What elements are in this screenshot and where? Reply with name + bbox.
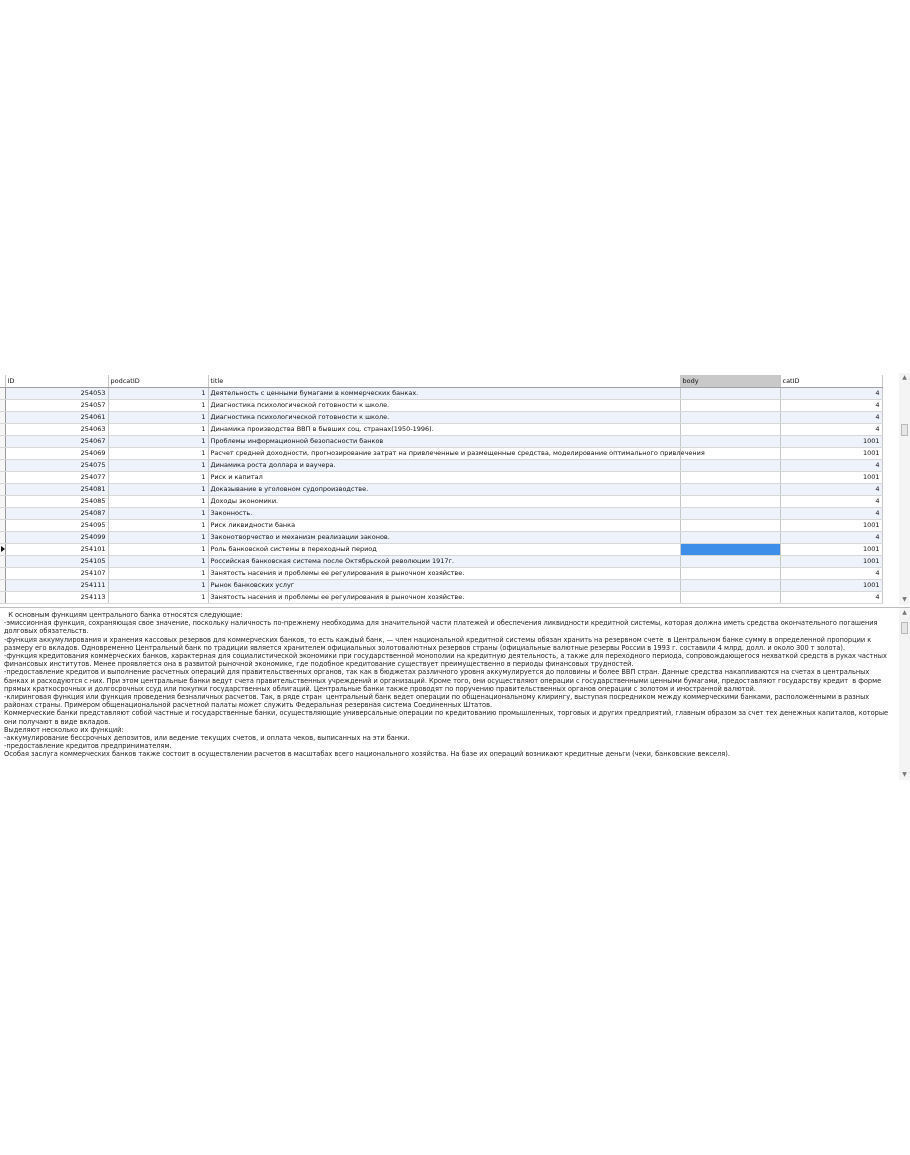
cell-podcat[interactable]: 1 [108,508,208,520]
table-row[interactable] [0,496,882,508]
cell-podcat[interactable]: 1 [108,400,208,412]
table-row[interactable] [0,544,882,556]
cell-title[interactable]: Риск ликвидности банка [208,520,680,532]
cell-cat[interactable]: 1001 [780,520,882,532]
memo-scroll-thumb[interactable] [901,622,908,634]
cell-cat[interactable]: 1001 [780,472,882,484]
body-paragraph: Коммерческие банки представляют собой частные и государственные банки, осуществляющие универсальные операции по кредитованию промышленных, торговых и других предприятий, главным образом за счет тех денежных капиталов, которые они получают в виде вкладов. [4,709,891,726]
body-paragraph: Особая заслуга коммерческих банков также состоит в осуществлении расчетов в масштабах всего национального хозяйства. На базе их операций возникают кредитные деньги (чеки, банковские векселя). [4,750,730,759]
table-row[interactable] [0,568,882,580]
cell-title[interactable]: Роль банковской системы в переходный период [208,544,680,556]
cell-podcat[interactable]: 1 [108,544,208,556]
row-indicator[interactable] [0,532,5,544]
table-row[interactable] [0,472,882,484]
body-paragraph: -предоставление кредитов и выполнение расчетных операций для правительственных органов, так как в бюджетах различного уровня аккумулируется до половины и более ВВП стран. Данные средства накапливаются на счетах в центральных банках и расходуются с них. При этом центральные банки ведут счета правительственных учреждений и организаций. Кроме того, они осуществляют операции с государственными ценными бумагами, предоставляют государству кредит в форме прямых краткосрочных и долгосрочных ссуд или покупки государственных облигаций. Центральные банки также проводят по поручению правительственных органов операции с золотом и иностранной валютой. [4,668,884,693]
cell-title[interactable]: Диагностика психологической готовности к школе. [208,400,680,412]
cell-id[interactable]: 254063 [5,424,108,436]
cell-cat[interactable]: 4 [780,460,882,472]
cell-title[interactable]: Доказывание в уголовном судопроизводстве. [208,484,680,496]
table-row[interactable] [0,400,882,412]
cell-podcat[interactable]: 1 [108,496,208,508]
cell-podcat[interactable]: 1 [108,580,208,592]
cell-cat[interactable]: 4 [780,508,882,520]
cell-title[interactable]: Занятость насения и проблемы ее регулирования в рыночном хозяйстве. [208,568,680,580]
cell-body[interactable] [680,568,780,580]
cell-id[interactable]: 254069 [5,448,108,460]
cell-cat[interactable]: 4 [780,424,882,436]
cell-id[interactable]: 254095 [5,520,108,532]
row-indicator[interactable] [0,508,5,520]
cell-title[interactable]: Рынок банковских услуг [208,580,680,592]
cell-title[interactable]: Расчет средней доходности, прогнозирование затрат на привлеченные и размещенные средства, моделирование оптимального привлечения [208,448,680,460]
cell-cat[interactable]: 4 [780,412,882,424]
cell-podcat[interactable]: 1 [108,388,208,400]
cell-cat[interactable]: 4 [780,388,882,400]
cell-body[interactable] [680,412,780,424]
cell-cat[interactable]: 4 [780,484,882,496]
records-table [0,375,883,604]
cell-podcat[interactable]: 1 [108,412,208,424]
table-row[interactable] [0,556,882,568]
cell-podcat[interactable]: 1 [108,436,208,448]
cell-cat[interactable]: 1001 [780,580,882,592]
column-header-id[interactable]: ID [5,375,108,388]
cell-podcat[interactable]: 1 [108,520,208,532]
row-indicator[interactable] [0,484,5,496]
cell-id[interactable]: 254053 [5,388,108,400]
cell-podcat[interactable]: 1 [108,592,208,604]
cell-podcat[interactable]: 1 [108,568,208,580]
cell-id[interactable]: 254111 [5,580,108,592]
cell-id[interactable]: 254105 [5,556,108,568]
row-indicator[interactable] [0,400,5,412]
grid-scroll-up-icon[interactable]: ▲ [902,374,907,381]
table-row[interactable] [0,388,882,400]
cell-title[interactable]: Занятость насения и проблемы ее регулирования в рыночном хозяйстве. [208,592,680,604]
cell-id[interactable]: 254075 [5,460,108,472]
memo-vertical-scrollbar[interactable] [899,608,910,780]
cell-title[interactable]: Законность. [208,508,680,520]
cell-title[interactable]: Доходы экономики. [208,496,680,508]
cell-title[interactable]: Деятельность с ценными бумагами в коммерческих банках. [208,388,680,400]
body-paragraph: -эмиссионная функция, сохраняющая свое значение, поскольку наличность по-прежнему необходима для значительной части платежей и обеспечения ликвидности кредитной системы, которая должна иметь средства окончательного погашения долговых обязательств. [4,619,880,636]
cell-body[interactable] [680,460,780,472]
column-header-title[interactable]: title [208,375,680,388]
row-indicator[interactable] [0,388,5,400]
cell-body[interactable] [680,496,780,508]
body-paragraph: -функция аккумулирования и хранения кассовых резервов для коммерческих банков, то есть каждый банк, — член национальной кредитной системы обязан хранить на резервном счете в Центральном банке сумму в определенной пропорции к размеру его вкладов. Одновременно Центральный банк по традиции является хранителем официальных золотовалютных резервов страны (официальные валютные резервы России в 1993 г. составили 4 млрд. долл. и около 300 т золота). [4,635,874,652]
table-body [0,388,882,604]
row-indicator[interactable] [0,424,5,436]
cell-body[interactable] [680,556,780,568]
cell-id[interactable]: 254085 [5,496,108,508]
cell-title[interactable]: Диагностика психологической готовности к школе. [208,412,680,424]
cell-id[interactable]: 254113 [5,592,108,604]
body-paragraph: -аккумулирование бессрочных депозитов, или ведение текущих счетов, и оплата чеков, выписанных на эти банки. [4,734,410,743]
table-row[interactable] [0,592,882,604]
table-row[interactable] [0,532,882,544]
cell-id[interactable]: 254057 [5,400,108,412]
grid-scroll-thumb[interactable] [901,424,908,436]
row-indicator[interactable] [0,556,5,568]
cell-cat[interactable]: 4 [780,568,882,580]
cell-body[interactable] [680,484,780,496]
body-paragraph: -клиринговая функция или функция проведения безналичных расчетов. Так, в ряде стран центральный банк ведет операции по общенациональному клирингу, выступая посредником между коммерческими банками, расположенными в разных районах страны. Примером общенациональной расчетной палаты может служить Федеральная резервная система Соединенных Штатов. [4,693,872,710]
cell-id[interactable]: 254081 [5,484,108,496]
table-row[interactable] [0,412,882,424]
cell-body[interactable] [680,400,780,412]
cell-podcat[interactable]: 1 [108,556,208,568]
body-memo[interactable] [0,607,910,780]
table-row[interactable] [0,448,882,460]
grid-scroll-down-icon[interactable]: ▼ [902,596,907,603]
memo-scroll-up-icon[interactable]: ▲ [902,609,907,616]
row-indicator[interactable] [0,592,5,604]
body-paragraph: -функция кредитования коммерческих банков, характерная для социалистической экономики при государственной монополии на кредитную деятельность, а также для переходного периода, сопровождающегося нехваткой средств в руках частных финансовых институтов. Менее проявляется она в развитой рыночной экономике, где подобное кредитование существует преимущественно в периоды финансовых трудностей. [4,652,889,669]
table-row[interactable] [0,484,882,496]
cell-id[interactable]: 254061 [5,412,108,424]
cell-cat[interactable]: 4 [780,496,882,508]
body-paragraph: -предоставление кредитов предпринимателям. [4,742,172,751]
table-row[interactable] [0,580,882,592]
cell-id[interactable]: 254087 [5,508,108,520]
cell-body[interactable] [680,472,780,484]
cell-body[interactable] [680,388,780,400]
cell-title[interactable]: Законотворчество и механизм реализации законов. [208,532,680,544]
column-header-cat[interactable]: catID [780,375,882,388]
cell-id[interactable]: 254067 [5,436,108,448]
body-paragraph: Выделяют несколько их функций: [4,725,124,734]
cell-body[interactable] [680,520,780,532]
table-row[interactable] [0,508,882,520]
records-grid[interactable] [0,373,910,605]
cell-id[interactable]: 254099 [5,532,108,544]
cell-title[interactable]: Российская банковская система после Октябрьской революции 1917г. [208,556,680,568]
cell-body[interactable] [680,532,780,544]
cell-id[interactable]: 254107 [5,568,108,580]
row-indicator[interactable] [0,460,5,472]
cell-body[interactable] [680,424,780,436]
cell-cat[interactable]: 1001 [780,448,882,460]
row-indicator[interactable] [0,544,5,556]
cell-title[interactable]: Проблемы информационной безопасности банков [208,436,680,448]
row-indicator[interactable] [0,520,5,532]
cell-cat[interactable]: 4 [780,592,882,604]
cell-podcat[interactable]: 1 [108,424,208,436]
cell-podcat[interactable]: 1 [108,484,208,496]
body-text[interactable] [4,611,890,779]
table-row[interactable] [0,460,882,472]
cell-body[interactable] [680,508,780,520]
cell-id[interactable]: 254077 [5,472,108,484]
memo-scroll-down-icon[interactable]: ▼ [902,771,907,778]
table-row[interactable] [0,436,882,448]
header-row [0,375,882,388]
grid-vertical-scrollbar[interactable] [899,373,910,605]
cell-body[interactable] [680,580,780,592]
cell-podcat[interactable]: 1 [108,532,208,544]
current-row-arrow-icon [1,546,5,552]
row-indicator[interactable] [0,412,5,424]
cell-cat[interactable]: 4 [780,532,882,544]
body-paragraph: К основным функциям центрального банка относятся следующие: [4,611,243,619]
row-indicator[interactable] [0,496,5,508]
cell-podcat[interactable]: 1 [108,472,208,484]
row-indicator[interactable] [0,448,5,460]
cell-cat[interactable]: 1001 [780,544,882,556]
cell-cat[interactable]: 1001 [780,556,882,568]
cell-body[interactable] [680,436,780,448]
cell-cat[interactable]: 4 [780,400,882,412]
cell-body[interactable] [680,592,780,604]
cell-title[interactable]: Динамика роста доллара и ваучера. [208,460,680,472]
cell-cat[interactable]: 1001 [780,436,882,448]
row-indicator[interactable] [0,580,5,592]
cell-id[interactable]: 254101 [5,544,108,556]
cell-title[interactable]: Динамика производства ВВП в бывших соц. странах(1950-1996). [208,424,680,436]
cell-title[interactable]: Риск и капитал [208,472,680,484]
row-indicator[interactable] [0,568,5,580]
cell-body[interactable] [680,544,780,556]
table-row[interactable] [0,520,882,532]
row-indicator[interactable] [0,472,5,484]
cell-podcat[interactable]: 1 [108,460,208,472]
column-header-body[interactable]: body [680,375,780,388]
cell-podcat[interactable]: 1 [108,448,208,460]
column-header-podcat[interactable]: podcatID [108,375,208,388]
table-row[interactable] [0,424,882,436]
row-indicator[interactable] [0,436,5,448]
